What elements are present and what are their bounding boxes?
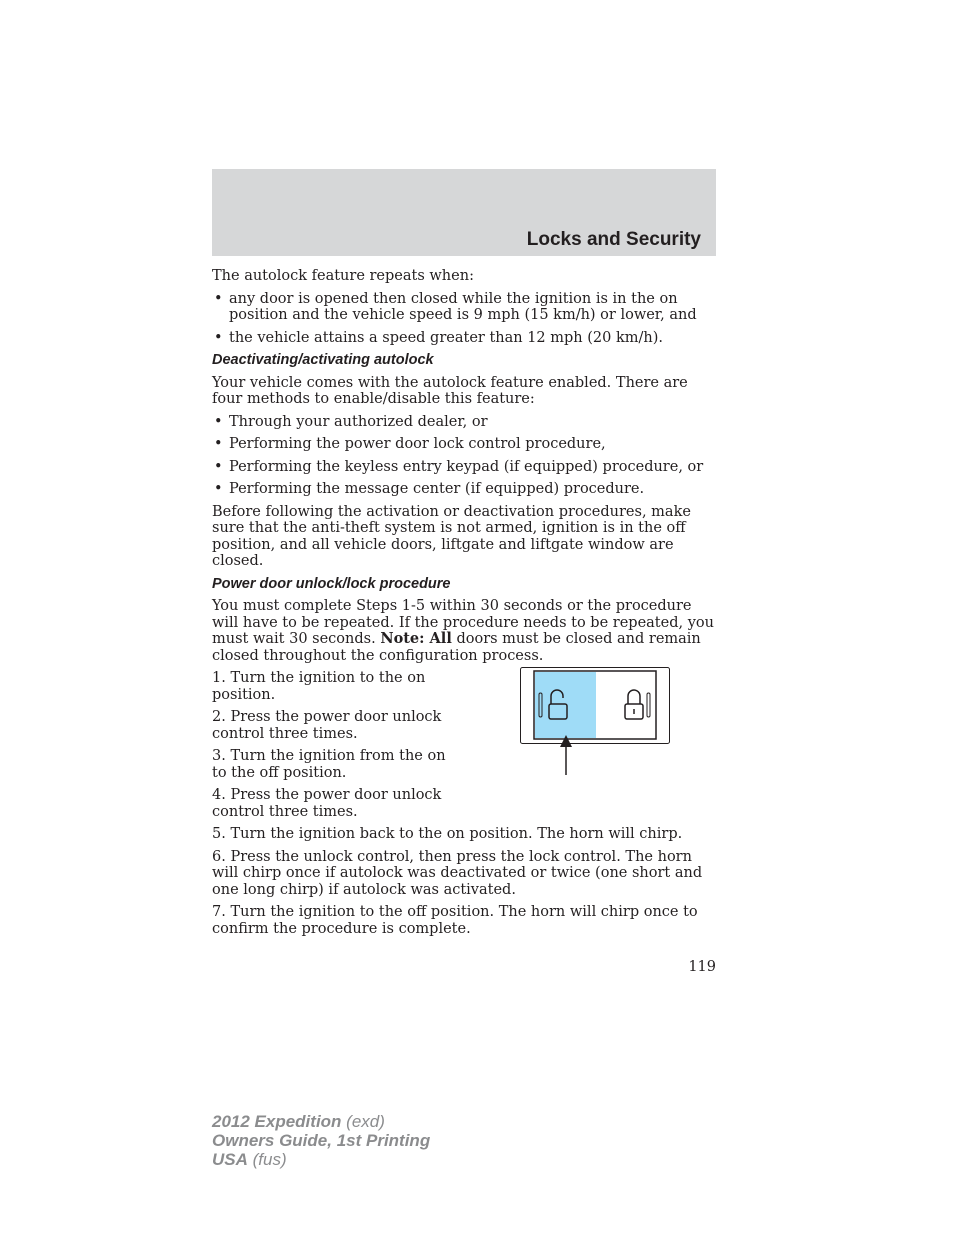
footer-guide-line	[212, 1131, 430, 1150]
section-header-band	[212, 169, 716, 256]
procedure-step: 3. Turn the ignition from the on to the off position.	[212, 748, 446, 781]
method-bullet: • Through your authorized dealer, or	[212, 414, 716, 431]
procedure-step: 2. Press the power door unlock control three times.	[212, 709, 442, 742]
footer-region-code: (fus)	[252, 1150, 287, 1169]
unlock-control-highlight	[535, 672, 596, 738]
method-bullet: • Performing the keyless entry keypad (if equipped) procedure, or	[212, 459, 716, 476]
footer-model-code: (exd)	[346, 1112, 385, 1131]
footer-model-line	[212, 1112, 430, 1131]
procedure-intro	[212, 598, 716, 664]
before-procedure-text: Before following the activation or deactivation procedures, make sure that the anti-theft system is not armed, ignition is in the off position, and all vehicle doors, liftgate and liftgate window are closed.	[212, 503, 691, 569]
intro-bullet: • the vehicle attains a speed greater than 12 mph (20 km/h).	[212, 330, 716, 347]
footer-model: 2012 Expedition	[212, 1112, 342, 1131]
procedure-intro-text-cont: doors must be closed and remain closed throughout the configuration process.	[212, 631, 701, 664]
footer-guide: Owners Guide, 1st Printing	[212, 1131, 431, 1150]
intro-bullet: • any door is opened then closed while the ignition is in the on position and the vehicle speed is 9 mph (15 km/h) or lower, and	[212, 291, 716, 324]
procedure-step: 4. Press the power door unlock control three times.	[212, 787, 442, 820]
method-bullet: • Performing the power door lock control procedure,	[212, 436, 716, 453]
footer-region-line	[212, 1150, 430, 1169]
procedure-intro-text: You must complete Steps 1-5 within 30 seconds or the procedure will have to be repeated. If the procedure needs to be repeated, you must wait 30 seconds.	[212, 598, 714, 647]
door-lock-switch-illustration	[520, 667, 670, 777]
deactivating-heading: Deactivating/activating autolock	[212, 352, 434, 368]
method-bullet: • Performing the message center (if equipped) procedure.	[212, 481, 716, 498]
deactivating-text: Your vehicle comes with the autolock feature enabled. There are four methods to enable/disable this feature:	[212, 374, 688, 407]
page-content	[212, 268, 716, 943]
procedure-heading: Power door unlock/lock procedure	[212, 575, 451, 592]
procedure-step: 1. Turn the ignition to the on position.	[212, 670, 426, 703]
procedure-step: 6. Press the unlock control, then press the lock control. The horn will chirp once if autolock was deactivated or twice (one short and one long chirp) if autolock was activated.	[212, 848, 703, 898]
footer-region: USA	[212, 1150, 248, 1169]
narrow-steps	[212, 670, 457, 820]
procedure-step: 7. Turn the ignition to the off position. The horn will chirp once to confirm the procedure is complete.	[212, 904, 698, 937]
procedure-step: 5. Turn the ignition back to the on position. The horn will chirp.	[212, 826, 683, 842]
intro-text: The autolock feature repeats when:	[212, 268, 474, 284]
section-title: Locks and Security	[526, 229, 701, 250]
footer	[212, 1112, 430, 1169]
page-number: 119	[688, 959, 716, 975]
note-label: Note: All	[380, 630, 452, 647]
